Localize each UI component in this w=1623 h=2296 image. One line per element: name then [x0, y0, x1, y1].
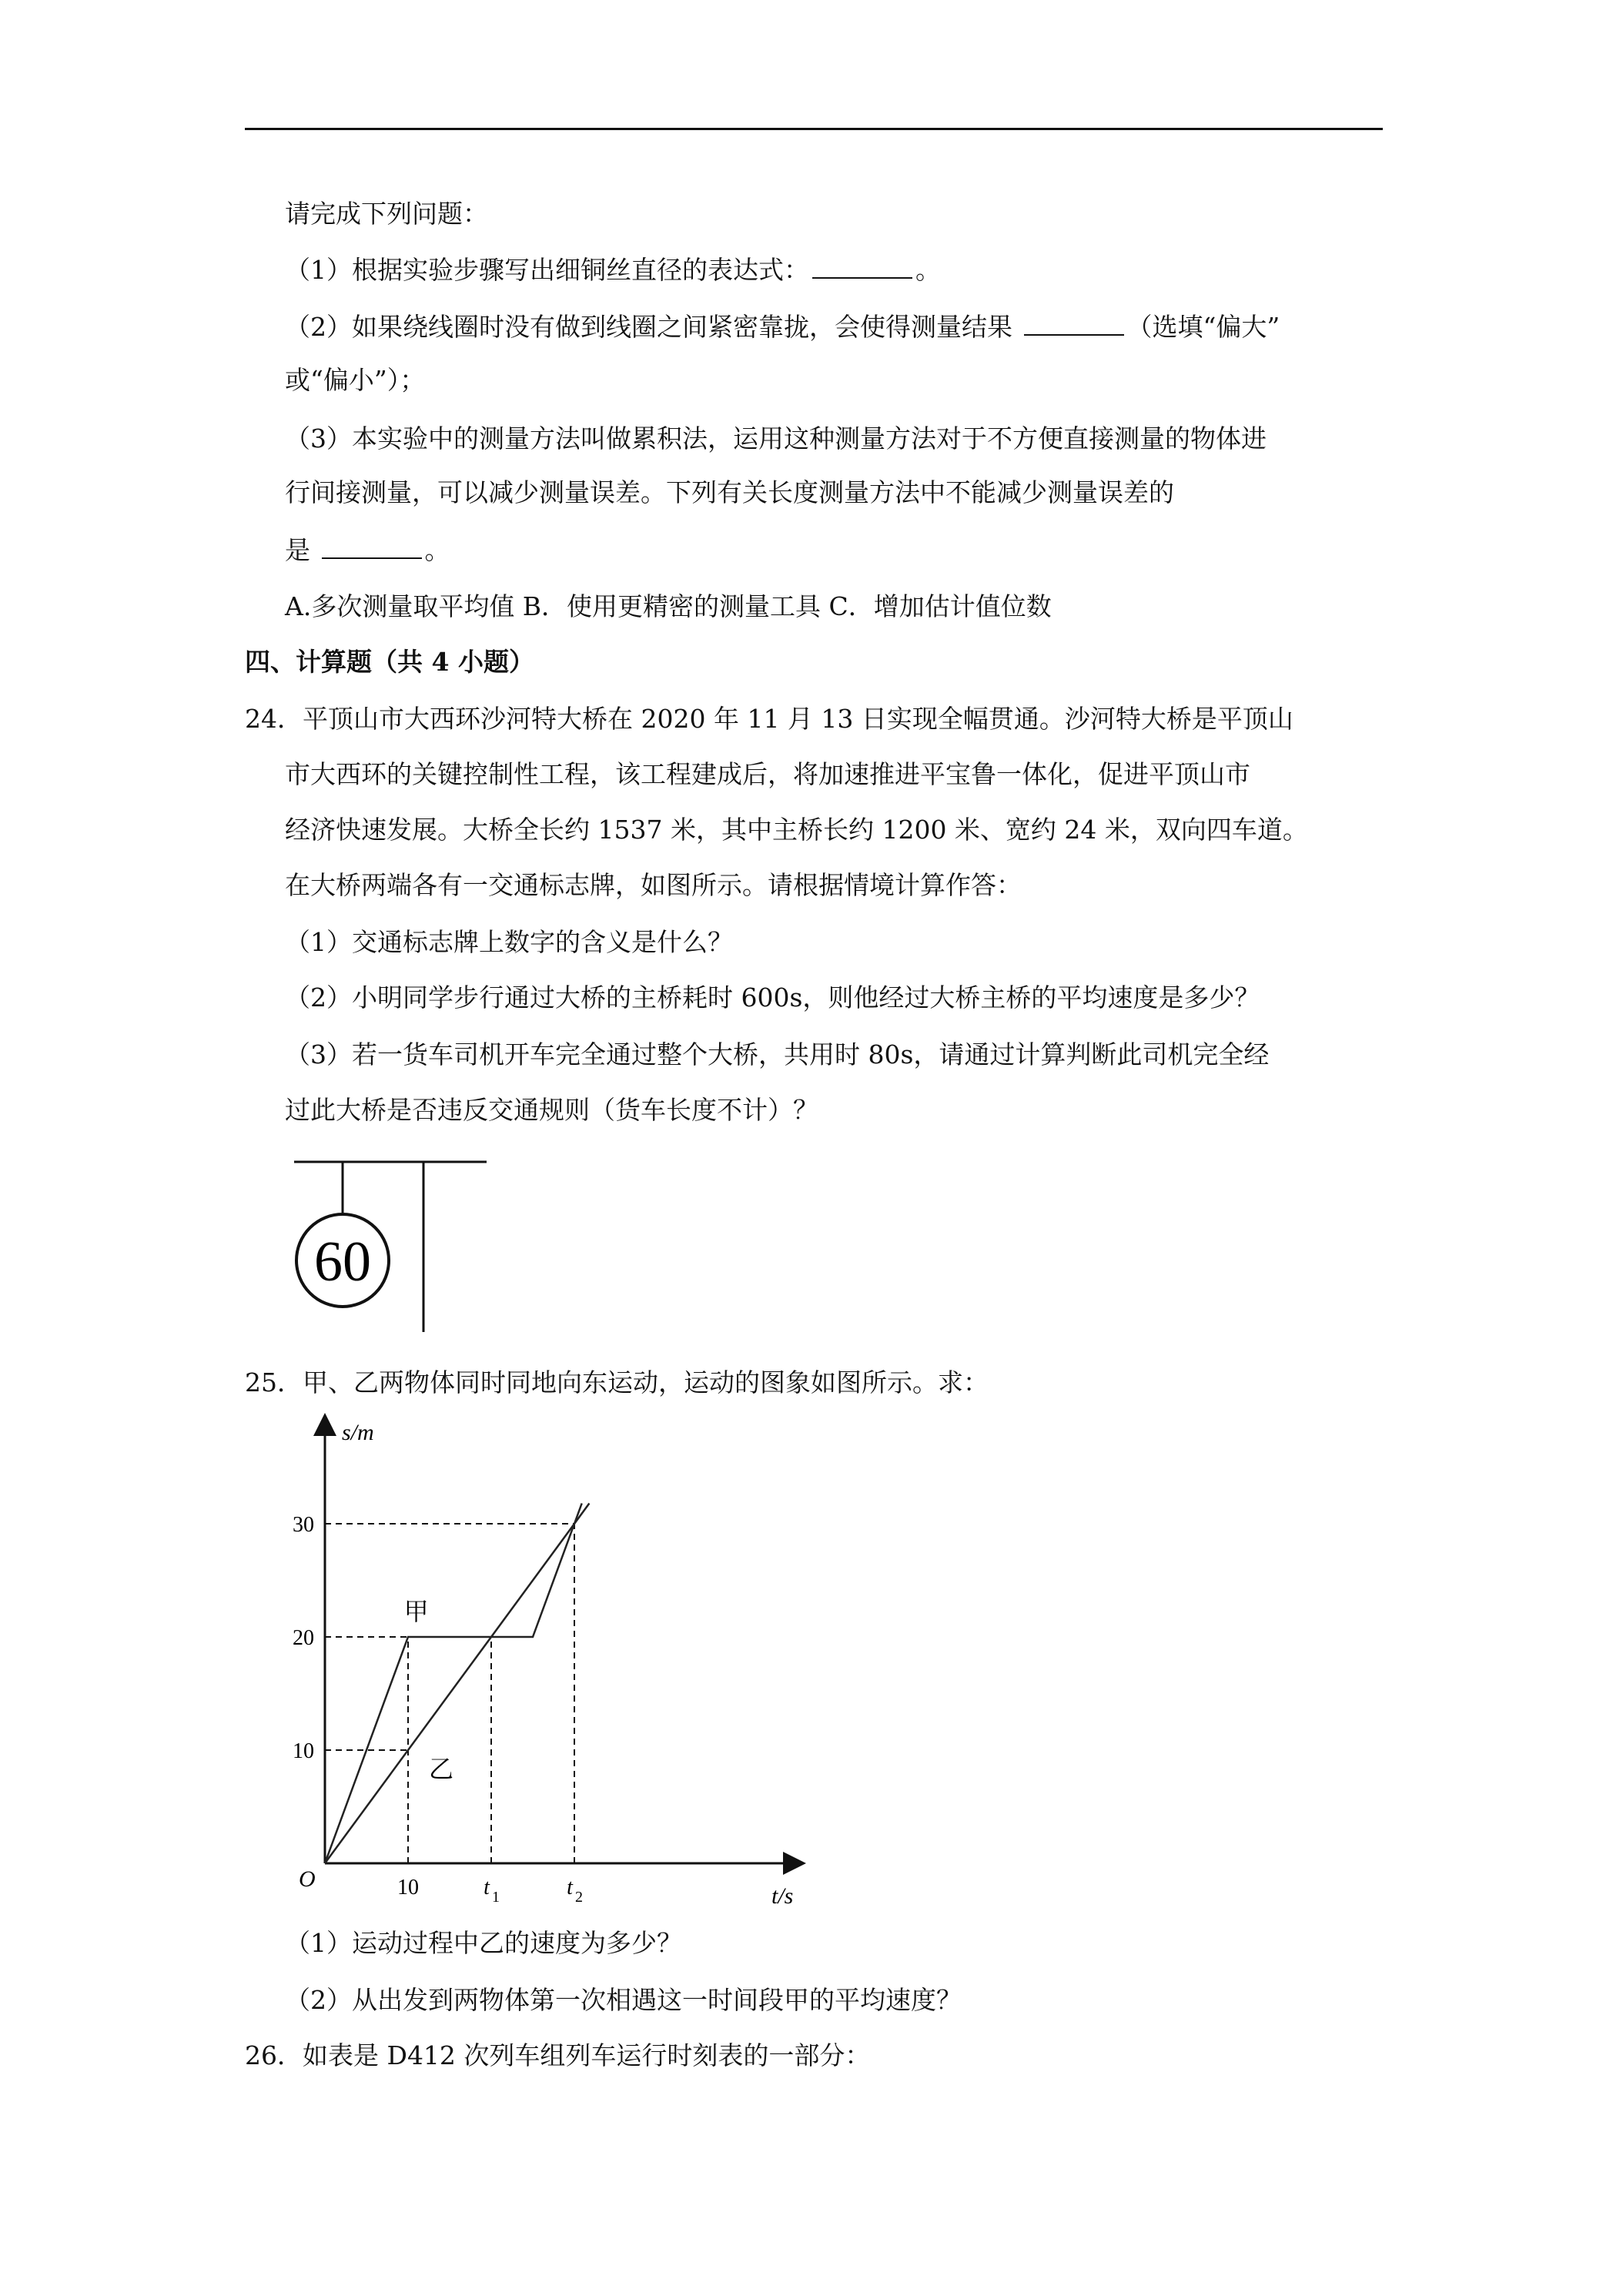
q24-line2: 市大西环的关键控制性工程，该工程建成后，将加速推进平宝鲁一体化，促进平顶山市 [285, 759, 1250, 789]
q23-part3-end: 。 [424, 535, 450, 565]
x-tick-label: t [484, 1876, 490, 1899]
q23-part1 [285, 254, 941, 286]
chart-series [325, 1504, 589, 1864]
q23-part2 [285, 311, 1280, 343]
q23-part2-text: （2）如果绕线圈时没有做到线圈之间紧密靠拢，会使得测量结果 [285, 312, 1021, 342]
header-rule [245, 128, 1383, 130]
intro-text: 请完成下列问题： [285, 199, 488, 229]
q23-options: A.多次测量取平均值 B．使用更精密的测量工具 C．增加估计值位数 [285, 591, 1052, 621]
q24-sub1: （1）交通标志牌上数字的含义是什么？ [285, 927, 733, 957]
q24-sub2: （2）小明同学步行通过大桥的主桥耗时 600s，则他经过大桥主桥的平均速度是多少？ [285, 982, 1260, 1012]
traffic-sign-figure [285, 1151, 500, 1336]
y-tick-label: 10 [293, 1739, 314, 1763]
q24-sub3-line2: 过此大桥是否违反交通规则（货车长度不计）？ [285, 1095, 818, 1125]
q25-sub1: （1）运动过程中乙的速度为多少？ [285, 1928, 682, 1958]
q24-sub3-line1: （3）若一货车司机开车完全通过整个大桥，共用时 80s，请通过计算判断此司机完全经 [285, 1039, 1270, 1069]
y-tick-label: 30 [293, 1513, 314, 1537]
answer-blank [812, 254, 912, 279]
series-label-jia: 甲 [403, 1598, 429, 1625]
q24-line4: 在大桥两端各有一交通标志牌，如图所示。请根据情境计算作答： [285, 870, 1022, 900]
section-title: 四、计算题（共 4 小题） [245, 647, 534, 677]
q24-line3: 经济快速发展。大桥全长约 1537 米，其中主桥长约 1200 米、宽约 24 米，双向四车道。 [285, 815, 1308, 845]
q23-part3-line3 [285, 534, 450, 566]
series-line-yi [325, 1504, 589, 1864]
q24-line1: 24．平顶山市大西环沙河特大桥在 2020 年 11 月 13 日实现全幅贯通。沙河特大桥是平顶山 [245, 704, 1293, 734]
q23-part3-text: 是 [285, 535, 319, 565]
q25-sub2: （2）从出发到两物体第一次相遇这一时间段甲的平均速度？ [285, 1985, 962, 2015]
origin-label: O [299, 1866, 316, 1892]
motion-graph [277, 1409, 816, 1917]
speed-limit-value: 60 [314, 1230, 371, 1294]
q26-stem: 26．如表是 D412 次列车组列车运行时刻表的一部分： [245, 2040, 871, 2070]
x-tick-label: t [567, 1876, 573, 1899]
y-axis-label: s/m [342, 1420, 374, 1445]
answer-blank [322, 534, 422, 559]
x-tick-subscript: 2 [575, 1889, 583, 1906]
q23-part3-line1: （3）本实验中的测量方法叫做累积法，运用这种测量方法对于不方便直接测量的物体进 [285, 423, 1267, 454]
q23-part3-line2: 行间接测量，可以减少测量误差。下列有关长度测量方法中不能减少测量误差的 [285, 477, 1174, 507]
q23-part2-end: （选填“偏大” [1126, 312, 1280, 342]
y-tick-label: 20 [293, 1626, 314, 1650]
q23-part2-cont: 或“偏小”）； [285, 365, 426, 395]
q23-part1-end: 。 [915, 255, 941, 285]
x-axis-label: t/s [771, 1883, 794, 1909]
x-tick-subscript: 1 [492, 1889, 500, 1906]
q23-part1-text: （1）根据实验步骤写出细铜丝直径的表达式： [285, 255, 809, 285]
answer-blank [1024, 311, 1124, 336]
x-tick-label: 10 [397, 1876, 419, 1899]
q25-stem: 25．甲、乙两物体同时同地向东运动，运动的图象如图所示。求： [245, 1367, 989, 1397]
series-label-yi: 乙 [429, 1755, 454, 1783]
